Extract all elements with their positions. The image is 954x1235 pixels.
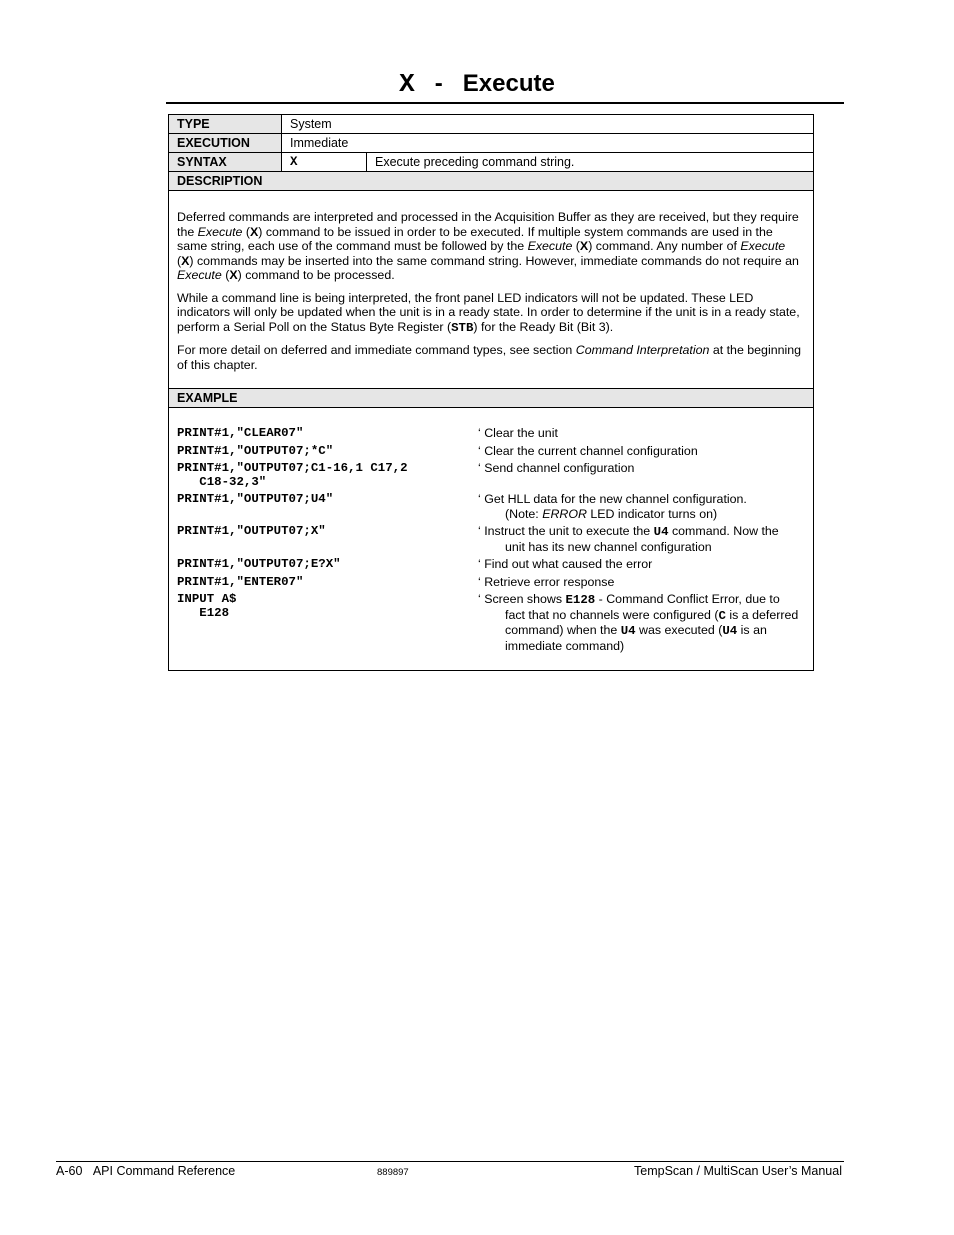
- text: at the beginning of this chapter.: [177, 343, 802, 372]
- syntax-row: [169, 153, 814, 172]
- command-code: U4: [620, 624, 636, 638]
- page-title: [0, 68, 954, 100]
- example-line: [177, 426, 805, 441]
- example-comment: ‘ Clear the unit: [478, 426, 558, 440]
- footer-left: [56, 1164, 235, 1178]
- example-comment: ‘ Find out what caused the error: [478, 557, 653, 571]
- example-code: INPUT A$ E128: [177, 592, 237, 620]
- text: (: [177, 253, 182, 268]
- page-number: A-60: [56, 1164, 83, 1178]
- example-comment: ‘ Clear the current channel configuration: [478, 443, 698, 458]
- type-value: System: [282, 115, 814, 134]
- description-paragraph-2: [177, 291, 805, 336]
- comment-continuation: [478, 623, 805, 639]
- comment-continuation: [478, 608, 805, 624]
- text: LED indicator turns on): [586, 506, 718, 521]
- description-header-row: [169, 172, 814, 191]
- text: command. Now the: [668, 524, 779, 538]
- example-code: PRINT#1,"OUTPUT07;*C": [177, 443, 334, 458]
- text: While a command line is being interpreted, the front panel LED indicators will not be updated. These LED indicators will only be updated when the unit is in a ready state. In order to determine if the unit is in a ready state, perform a Serial Poll on the Status Byte Register (: [177, 290, 800, 334]
- command-code: X: [579, 239, 589, 253]
- example-header: EXAMPLE: [169, 389, 814, 408]
- document-number: 889897: [377, 1167, 409, 1178]
- emphasis: ERROR: [542, 506, 587, 521]
- command-code: X: [250, 224, 259, 239]
- example-comment: ‘ Retrieve error response: [478, 574, 615, 589]
- description-body: [169, 191, 814, 389]
- title-separator: -: [434, 70, 443, 97]
- description-paragraph-3: [177, 343, 805, 372]
- emphasis: Execute: [197, 224, 243, 239]
- syntax-code: X: [282, 153, 367, 172]
- example-line: [177, 524, 805, 554]
- emphasis: Execute: [177, 268, 222, 282]
- text: ) for the Ready Bit (Bit 3).: [473, 319, 614, 334]
- text: For more detail on deferred and immediate command types, see section: [177, 343, 576, 357]
- text: ) command to be processed.: [237, 268, 395, 282]
- text: ) commands may be inserted into the same command string. However, immediate commands do not require an: [189, 253, 799, 268]
- syntax-description: Execute preceding command string.: [367, 153, 814, 172]
- command-code: U4: [722, 624, 738, 638]
- example-code: PRINT#1,"OUTPUT07;X": [177, 524, 326, 538]
- text: Deferred commands are interpreted and processed in the Acquisition Buffer as they are received, but they require the: [177, 210, 799, 239]
- footer-rule: [56, 1161, 844, 1162]
- text: ) command to be issued in order to be executed. If multiple system commands are used in the same string, each use of the command must be followed by the: [177, 224, 773, 253]
- example-line: [177, 557, 805, 572]
- text: (: [572, 239, 580, 253]
- emphasis: Execute: [740, 239, 786, 253]
- example-comment: [478, 492, 805, 521]
- example-code: PRINT#1,"OUTPUT07;C1-16,1 C17,2 C18-32,3": [177, 461, 408, 489]
- example-line: [177, 444, 805, 459]
- emphasis: Command Interpretation: [575, 343, 710, 357]
- example-comment: [478, 524, 805, 554]
- example-code: PRINT#1,"OUTPUT07;E?X": [177, 557, 341, 571]
- example-row: [169, 408, 814, 671]
- command-table: [168, 114, 814, 671]
- text: command) when the: [505, 623, 621, 637]
- text: ‘ Screen shows: [478, 592, 566, 606]
- type-label: TYPE: [169, 115, 282, 134]
- emphasis: Execute: [527, 239, 573, 253]
- section-name: API Command Reference: [92, 1164, 236, 1178]
- description-row: [169, 191, 814, 389]
- comment-line: [478, 524, 805, 540]
- command-code: X: [229, 268, 238, 282]
- comment-continuation: unit has its new channel configuration: [505, 539, 712, 554]
- command-name: Execute: [462, 70, 555, 97]
- manual-title: TempScan / MultiScan User’s Manual: [634, 1164, 842, 1178]
- execution-value: Immediate: [282, 134, 814, 153]
- example-code: PRINT#1,"CLEAR07": [177, 426, 304, 440]
- example-line: [177, 592, 805, 653]
- text: is an: [737, 623, 767, 637]
- title-rule: [166, 102, 844, 104]
- command-code: C: [718, 608, 726, 623]
- example-comment: ‘ Send channel configuration: [478, 461, 635, 475]
- description-paragraph-1: [177, 210, 805, 283]
- example-comment: [478, 592, 805, 653]
- type-row: [169, 115, 814, 134]
- comment-continuation: immediate command): [505, 638, 625, 653]
- text: - Command Conflict Error, due to: [595, 592, 780, 606]
- comment-note: [478, 507, 805, 522]
- command-code: U4: [653, 525, 669, 539]
- example-code: PRINT#1,"ENTER07": [177, 574, 304, 589]
- text: (Note:: [505, 506, 543, 521]
- command-code: X: [181, 253, 190, 268]
- execution-label: EXECUTION: [169, 134, 282, 153]
- text: ‘ Instruct the unit to execute the: [478, 524, 654, 538]
- text: (: [242, 224, 251, 239]
- example-code: PRINT#1,"OUTPUT07;U4": [177, 492, 334, 506]
- text: ) command. Any number of: [588, 239, 741, 253]
- example-header-row: [169, 389, 814, 408]
- command-letter: X: [399, 69, 415, 99]
- text: was executed (: [635, 623, 723, 637]
- command-code: E128: [565, 593, 596, 607]
- comment-line: [478, 592, 805, 608]
- example-body: [169, 408, 814, 671]
- syntax-label: SYNTAX: [169, 153, 282, 172]
- example-line: [177, 575, 805, 590]
- command-code: STB: [451, 320, 474, 335]
- example-line: [177, 492, 805, 521]
- text: fact that no channels were configured (: [505, 607, 719, 622]
- text: (: [221, 268, 230, 282]
- execution-row: [169, 134, 814, 153]
- example-line: [177, 461, 805, 489]
- text: is a deferred: [725, 607, 799, 622]
- comment-line: ‘ Get HLL data for the new channel configuration.: [478, 492, 747, 506]
- description-header: DESCRIPTION: [169, 172, 814, 191]
